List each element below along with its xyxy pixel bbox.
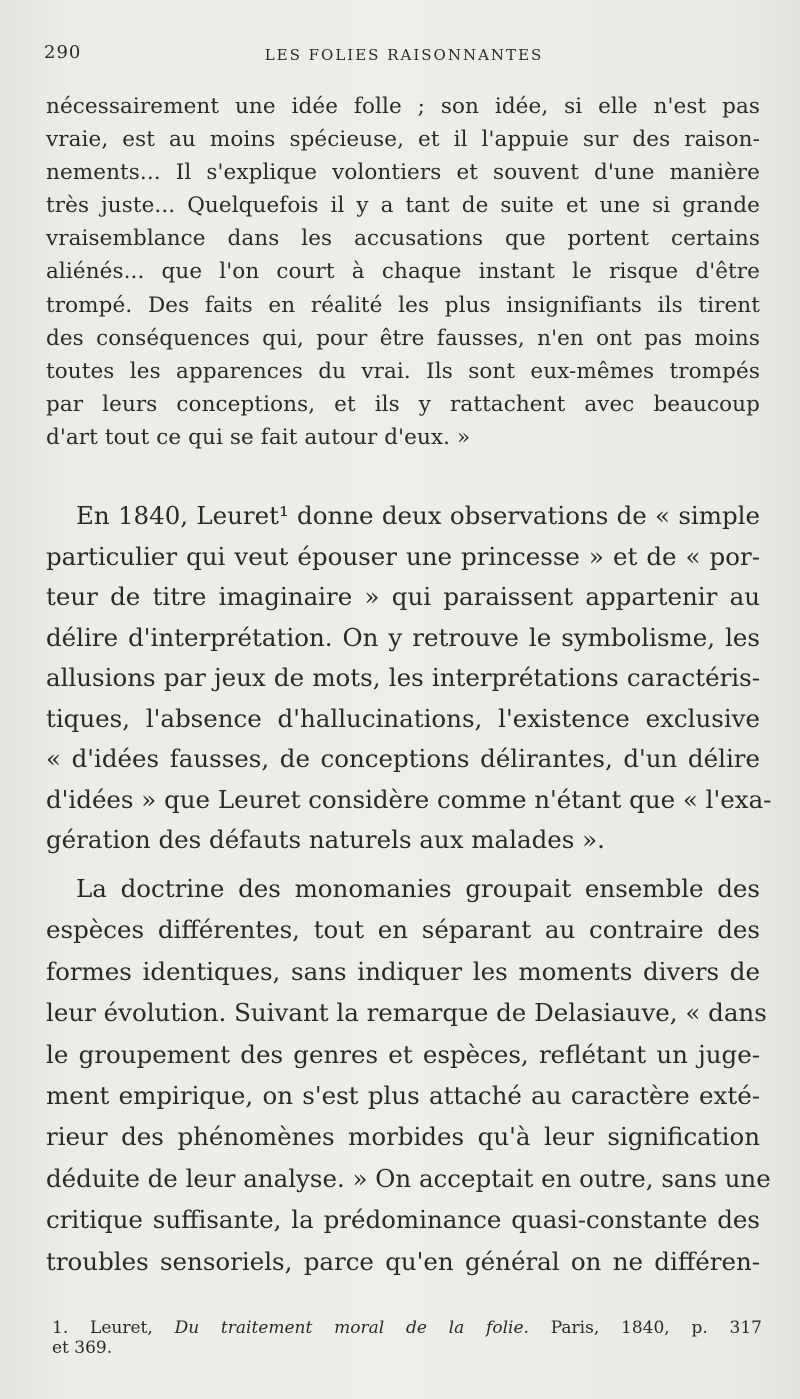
paragraph-line: formes identiques, sans indiquer les moments divers de — [46, 956, 760, 986]
paragraph-leuret — [46, 496, 772, 861]
paragraph-line: délire d'interprétation. On y retrouve le symbolisme, les — [46, 622, 760, 652]
paragraph-line: troubles sensoriels, parce qu'en général on ne différen- — [46, 1246, 760, 1276]
paragraph-line: tiques, l'absence d'hallucinations, l'existence exclusive — [46, 703, 760, 733]
paragraph-line: La doctrine des monomanies groupait ensemble des — [76, 874, 760, 903]
running-title: LES FOLIES RAISONNANTES — [264, 46, 544, 64]
footnote-line: et 369. — [52, 1338, 113, 1358]
paragraph-line: gération des défauts naturels aux malades ». — [46, 825, 605, 854]
quote-line: très juste... Quelquefois il y a tant de suite et une si grande — [46, 193, 760, 219]
paragraph-line: « d'idées fausses, de conceptions délirantes, d'un délire — [46, 744, 760, 773]
quote-line: aliénés... que l'on court à chaque instant le risque d'être — [46, 259, 760, 285]
paragraph-line: le groupement des genres et espèces, reflétant un juge- — [46, 1039, 760, 1069]
page-header — [44, 42, 764, 72]
quote-line: toutes les apparences du vrai. Ils sont eux-mêmes trompés — [46, 358, 760, 384]
paragraph-line: En 1840, Leuret¹ donne deux observations de « simple — [76, 501, 760, 530]
page-number: 290 — [44, 42, 82, 63]
paragraph-line: rieur des phénomènes morbides qu'à leur signification — [46, 1122, 760, 1152]
quote-line: vraie, est au moins spécieuse, et il l'appuie sur des raison- — [46, 127, 760, 153]
quote-line: nécessairement une idée folle ; son idée, si elle n'est pas — [46, 94, 760, 119]
quotation-continuation — [46, 90, 760, 454]
paragraph-line: ment empirique, on s'est plus attaché au caractère exté- — [46, 1081, 760, 1111]
paragraph-line: déduite de leur analyse. » On acceptait en outre, sans une — [46, 1163, 771, 1193]
footnote-title: Du traitement moral de la folie. — [174, 1318, 529, 1338]
quote-line: des conséquences qui, pour être fausses, n'en ont pas moins — [46, 325, 760, 351]
paragraph-line: allusions par jeux de mots, les interprétations caractéris- — [46, 663, 760, 692]
quote-line: nements... Il s'explique volontiers et souvent d'une manière — [46, 160, 760, 186]
paragraph-line: leur évolution. Suivant la remarque de Delasiauve, « dans — [46, 998, 767, 1028]
paragraph-monomanies — [46, 868, 771, 1282]
footnote-marker: 1. — [52, 1318, 69, 1338]
paragraph-line: particulier qui veut épouser une princesse » et de « por- — [46, 541, 760, 571]
footnote — [52, 1318, 762, 1358]
quote-line: vraisemblance dans les accusations que portent certains — [46, 226, 760, 252]
paragraph-line: critique suffisante, la prédominance quasi-constante des — [46, 1205, 760, 1235]
footnote-line — [52, 1318, 762, 1338]
footnote-details: Paris, 1840, p. 317 — [550, 1318, 762, 1338]
quote-line: d'art tout ce qui se fait autour d'eux. » — [46, 424, 471, 450]
paragraph-line: teur de titre imaginaire » qui paraissent appartenir au — [46, 582, 760, 611]
footnote-author: Leuret, — [90, 1318, 153, 1338]
paragraph-line: espèces différentes, tout en séparant au contraire des — [46, 915, 760, 945]
quote-line: par leurs conceptions, et ils y rattachent avec beaucoup — [46, 391, 760, 417]
paragraph-line: d'idées » que Leuret considère comme n'étant que « l'exa- — [46, 784, 772, 814]
quote-line: trompé. Des faits en réalité les plus insignifiants ils tirent — [46, 292, 760, 318]
